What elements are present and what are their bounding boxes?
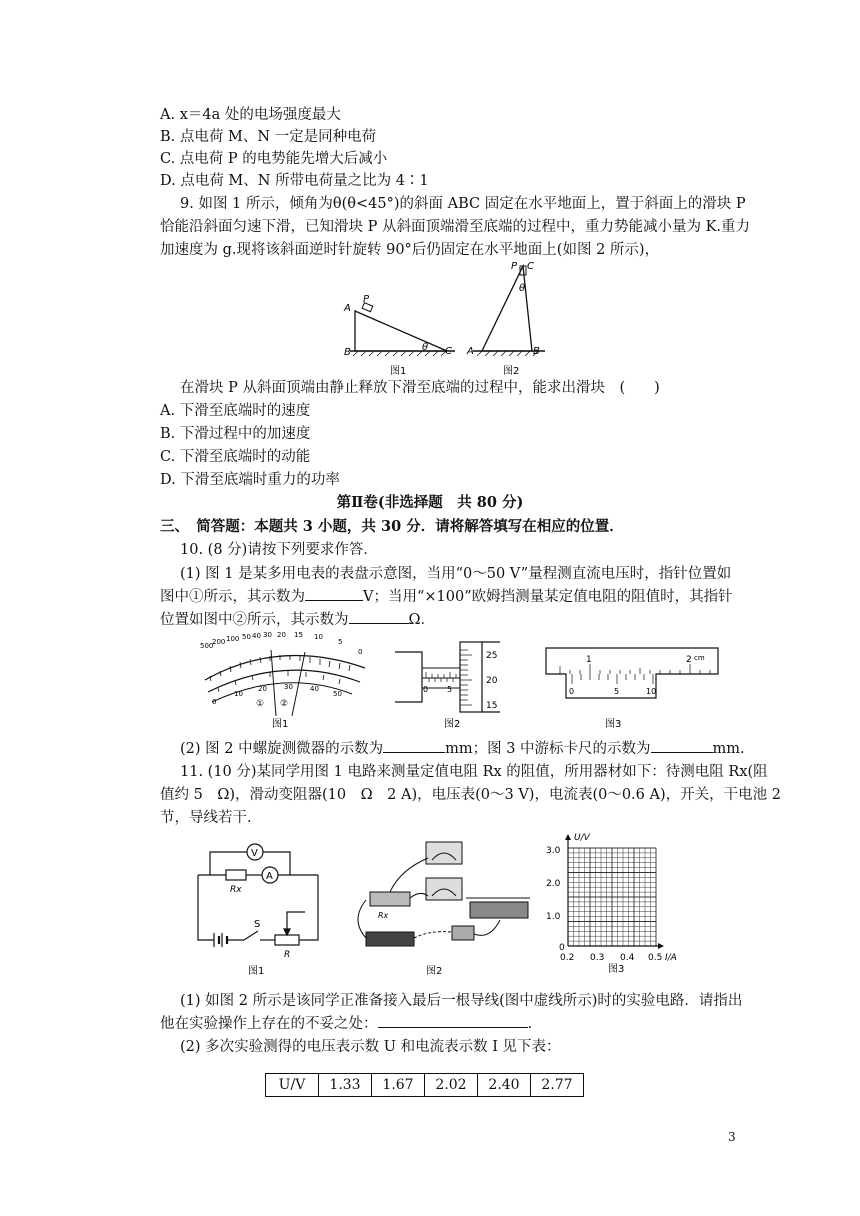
apparatus-rx-label: Rx xyxy=(378,911,389,920)
pointer-2 xyxy=(292,652,305,716)
ohm-tick-5: 5 xyxy=(338,638,343,646)
q9-label-p1: P xyxy=(363,294,370,305)
answer-blank[interactable] xyxy=(383,738,445,753)
circuit-voltmeter-label: V xyxy=(251,848,258,859)
dc-tick-20: 20 xyxy=(258,685,267,693)
table-cell: 2.40 xyxy=(478,1074,531,1097)
table-cell: 1.67 xyxy=(372,1074,425,1097)
ohm-tick-30: 30 xyxy=(263,631,272,639)
table-cell: 2.77 xyxy=(531,1074,584,1097)
section2-instruction: 三、 简答题：本题共 3 小题，共 30 分．请将解答填写在相应的位置． xyxy=(160,518,624,535)
caliper-unit: cm xyxy=(694,654,705,662)
table-cell: 1.33 xyxy=(319,1074,372,1097)
ohm-tick-200: 200 xyxy=(212,638,226,646)
q8-option-b: B. 点电荷 M、N 一定是同种电荷 xyxy=(160,129,377,145)
ohm-tick-500: 500 xyxy=(200,642,214,650)
graph-xtick-05: 0.5 xyxy=(648,953,663,963)
ohm-tick-100: 100 xyxy=(226,635,240,643)
q9-figures xyxy=(335,258,555,378)
answer-blank[interactable] xyxy=(378,1013,528,1028)
q9-label-theta1: θ xyxy=(422,342,429,353)
pointer-1-mark: ① xyxy=(256,699,265,709)
q9-stem-line3: 加速度为 g.现将该斜面逆时针旋转 90°后仍固定在水平地面上(如图 2 所示)， xyxy=(160,242,660,258)
q11-p1-line2: 他在实验操作上存在的不妥之处： . xyxy=(160,1013,532,1035)
q10-fig1-caption: 图1 xyxy=(272,719,289,730)
q9-label-b1: B xyxy=(344,347,351,358)
graph-ytick-3: 3.0 xyxy=(546,846,561,856)
pointer-1 xyxy=(271,650,276,716)
q9-stem-line2: 恰能沿斜面匀速下滑，已知滑块 P 从斜面顶端滑至底端的过程中，重力势能减小量为 K.重力 xyxy=(160,219,751,235)
q9-figure2-incline xyxy=(473,266,545,356)
micrometer-main-5: 5 xyxy=(447,685,453,694)
table-cell: 2.02 xyxy=(425,1074,478,1097)
page-number: 3 xyxy=(728,1130,736,1144)
ohm-tick-0: 0 xyxy=(358,648,363,656)
q9-label-b2: B xyxy=(533,346,540,357)
q9-option-d: D. 下滑至底端时重力的功率 xyxy=(160,472,340,488)
graph-xlabel: I/A xyxy=(665,953,677,963)
caliper-main-1: 1 xyxy=(586,655,592,665)
q10-fig2-caption: 图2 xyxy=(444,719,461,730)
dc-tick-40: 40 xyxy=(310,685,319,693)
q8-option-a: A. x＝4a 处的电场强度最大 xyxy=(160,107,341,123)
ohm-tick-20: 20 xyxy=(277,631,286,639)
q9-figure1-incline xyxy=(350,303,455,356)
table-header-cell: U/V xyxy=(266,1074,319,1097)
answer-blank[interactable] xyxy=(305,586,363,601)
caliper-vernier-5: 5 xyxy=(614,687,620,696)
q10-p1-line1: (1) 图 1 是某多用电表的表盘示意图，当用“0～50 V”量程测直流电压时，指针位置如 xyxy=(180,566,732,582)
q11-figure3-graph xyxy=(565,834,664,949)
q9-label-c1: C xyxy=(445,346,452,357)
circuit-rheostat-label: R xyxy=(284,950,291,960)
q11-stem-line3: 节，导线若干． xyxy=(160,810,262,826)
q10-figure1-multimeter xyxy=(200,631,365,730)
answer-blank[interactable] xyxy=(651,738,713,753)
section2-title: 第Ⅱ卷(非选择题 共 80 分) xyxy=(336,494,524,511)
q9-fig2-caption: 图2 xyxy=(503,366,520,377)
ohm-tick-10: 10 xyxy=(314,633,323,641)
ohm-tick-15: 15 xyxy=(294,631,303,639)
q11-fig2-caption: 图2 xyxy=(426,966,443,977)
micrometer-tick-20: 20 xyxy=(486,676,498,686)
circuit-rx-label: Rx xyxy=(230,885,242,895)
q9-label-a2: A xyxy=(467,346,474,357)
q9-option-b: B. 下滑过程中的加速度 xyxy=(160,426,311,442)
q11-p1-line1: (1) 如图 2 所示是该同学正准备接入最后一根导线(图中虚线所示)时的实验电路．请指出 xyxy=(180,993,743,1009)
caliper-main-2: 2 xyxy=(686,655,692,665)
q10-figures xyxy=(190,630,750,735)
micrometer-tick-25: 25 xyxy=(486,651,498,661)
graph-ytick-2: 2.0 xyxy=(546,879,561,889)
q11-stem-line1: 11. (10 分)某同学用图 1 电路来测量定值电阻 Rx 的阻值，所用器材如下：待测电阻 Rx(阻 xyxy=(180,764,768,780)
ohm-tick-50: 50 xyxy=(242,633,251,641)
q10-p1-line3: 位置如图中②所示，其示数为 Ω． xyxy=(160,609,435,631)
caliper-vernier-0: 0 xyxy=(569,687,575,696)
circuit-switch-label: S xyxy=(254,919,261,930)
q9-option-c: C. 下滑至底端时的动能 xyxy=(160,449,311,465)
q11-figure2-apparatus xyxy=(358,842,530,946)
q11-data-table xyxy=(265,1073,584,1097)
dc-tick-30: 30 xyxy=(284,683,293,691)
q9-label-c2: C xyxy=(527,261,534,272)
ohm-tick-40: 40 xyxy=(252,632,261,640)
q10-fig3-caption: 图3 xyxy=(605,719,622,730)
circuit-ammeter-label: A xyxy=(266,871,273,882)
dc-tick-10: 10 xyxy=(234,690,243,698)
graph-ytick-0: 0 xyxy=(559,943,565,953)
q11-fig3-caption: 图3 xyxy=(608,964,625,975)
answer-blank[interactable] xyxy=(349,609,409,624)
graph-xtick-02: 0.2 xyxy=(560,953,575,963)
micrometer-tick-15: 15 xyxy=(486,701,498,711)
q11-stem-line2: 值约 5 Ω)，滑动变阻器(10 Ω 2 A)，电压表(0～3 V)，电流表(0～0.6 A)，开关，干电池 2 xyxy=(160,787,781,803)
caliper-vernier-10: 10 xyxy=(646,687,657,696)
q9-label-theta2: θ xyxy=(519,283,526,294)
q9-fig1-caption: 图1 xyxy=(390,366,407,377)
q9-question: 在滑块 P 从斜面顶端由静止释放下滑至底端的过程中，能求出滑块 ( ) xyxy=(180,380,660,396)
graph-xtick-03: 0.3 xyxy=(590,953,605,963)
q10-figure2-micrometer xyxy=(395,642,500,730)
graph-xtick-04: 0.4 xyxy=(620,953,635,963)
table-row xyxy=(266,1074,584,1097)
dc-tick-0: 0 xyxy=(212,698,217,706)
graph-ylabel: U/V xyxy=(574,833,590,843)
q9-label-p2: P xyxy=(511,261,518,272)
q10-p2: (2) 图 2 中螺旋测微器的示数为 mm；图 3 中游标卡尺的示数为 mm. xyxy=(180,738,745,760)
dc-tick-50: 50 xyxy=(333,690,342,698)
q9-option-a: A. 下滑至底端时的速度 xyxy=(160,403,311,419)
q8-option-c: C. 点电荷 P 的电势能先增大后减小 xyxy=(160,151,388,167)
q9-label-a1: A xyxy=(344,303,351,314)
q10-intro: 10. (8 分)请按下列要求作答． xyxy=(180,542,378,558)
q9-stem-line1: 9. 如图 1 所示，倾角为θ(θ<45°)的斜面 ABC 固定在水平地面上，置于斜面上的滑块 P xyxy=(180,196,746,212)
q11-fig1-caption: 图1 xyxy=(248,966,265,977)
q11-figure1-circuit xyxy=(198,844,318,947)
q8-option-d: D. 点电荷 M、N 所带电荷量之比为 4∶1 xyxy=(160,173,429,189)
graph-ytick-1: 1.0 xyxy=(546,912,561,922)
micrometer-main-0: 0 xyxy=(423,685,429,694)
q11-figures xyxy=(190,830,710,980)
q11-p2: (2) 多次实验测得的电压表示数 U 和电流表示数 I 见下表： xyxy=(180,1039,561,1055)
q10-p1-line2: 图中①所示，其示数为 V；当用“×100”欧姆挡测量某定值电阻的阻值时，其指针 xyxy=(160,586,733,608)
pointer-2-mark: ② xyxy=(280,699,289,709)
q10-figure3-caliper xyxy=(546,648,718,730)
